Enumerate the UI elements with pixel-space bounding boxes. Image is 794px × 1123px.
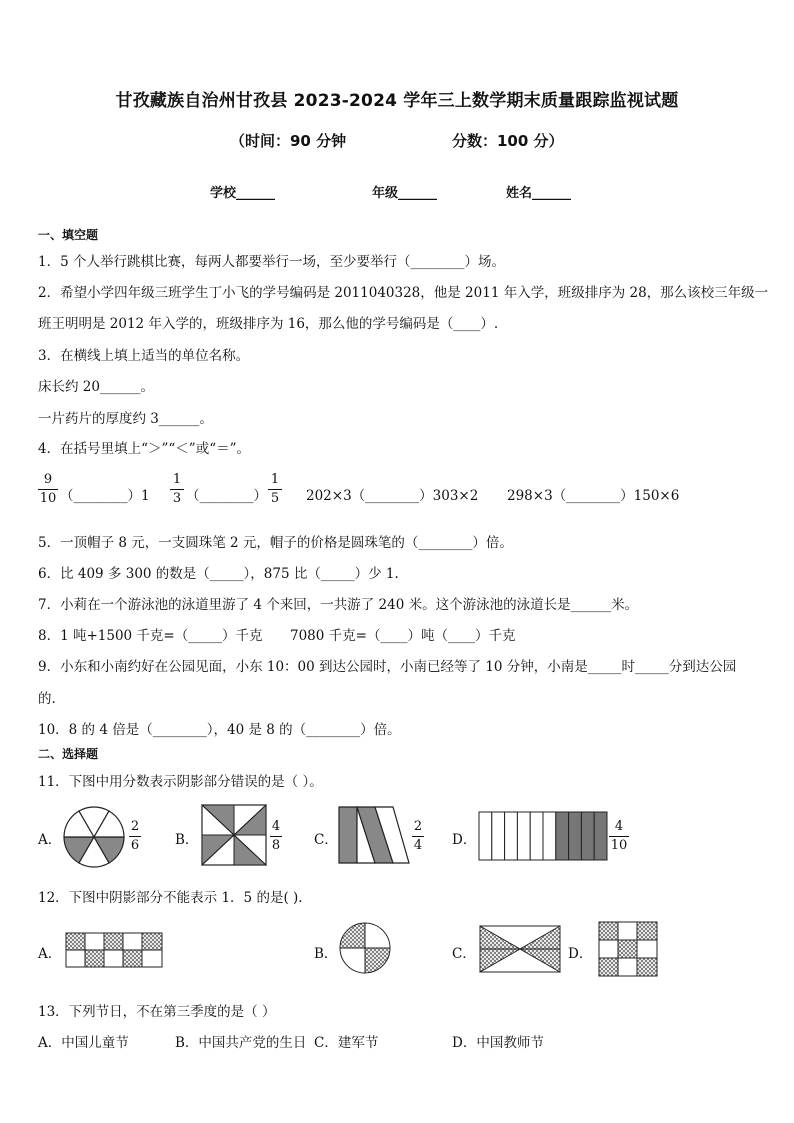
fraction-1-5: 1 5 — [268, 472, 282, 507]
q12-bowtie-figure-c — [479, 925, 561, 973]
grade-field[interactable]: 年级______ — [372, 186, 438, 201]
question-2-line2: 班王明明是 2012 年入学的，班级排序为 16，那么他的学号编码是（____）. — [38, 316, 499, 332]
q13-option-b[interactable]: B．中国共产党的生日 — [175, 1035, 307, 1051]
q11-fraction-c: 2 4 — [413, 819, 423, 853]
compare-blank-3[interactable]: 202×3（________）303×2 — [306, 488, 479, 504]
q13-option-d[interactable]: D．中国教师节 — [452, 1035, 544, 1051]
q11-parallelogram-figure — [338, 806, 410, 864]
q11-square-figure — [201, 804, 267, 866]
section-fill-blank-title: 一、填空题 — [38, 228, 99, 242]
q12-option-a-label[interactable]: A． — [38, 946, 62, 962]
q11-fraction-d: 4 10 — [610, 819, 628, 853]
q12-grid-figure-a — [65, 932, 163, 968]
q11-bar-figure — [478, 811, 608, 861]
q11-option-a-label[interactable]: A． — [38, 832, 62, 848]
q11-option-b-label[interactable]: B． — [175, 832, 199, 848]
question-4: 4．在括号里填上“＞”“＜”或“＝”。 — [38, 441, 250, 457]
compare-blank-1[interactable]: （________）1 — [60, 488, 150, 504]
q13-option-a[interactable]: A．中国儿童节 — [38, 1035, 129, 1051]
school-field[interactable]: 学校______ — [210, 186, 276, 201]
question-9-line2: 的. — [38, 691, 56, 707]
exam-title: 甘孜藏族自治州甘孜县 2023-2024 学年三上数学期末质量跟踪监视试题 — [115, 91, 679, 111]
name-field[interactable]: 姓名______ — [506, 186, 572, 201]
question-8a: 8．1 吨+1500 千克=（_____）千克 — [38, 628, 263, 644]
question-3a: 床长约 20______。 — [38, 379, 154, 395]
question-8b: 7080 千克=（____）吨（____）千克 — [290, 628, 516, 644]
compare-blank-2[interactable]: （________） — [186, 488, 267, 504]
question-1: 1．5 个人举行跳棋比赛，每两人都要举行一场，至少要举行（________）场。 — [38, 254, 505, 270]
question-12: 12．下图中阴影部分不能表示 1．5 的是( ). — [38, 890, 303, 906]
q11-circle-figure — [63, 806, 125, 868]
section-choice-title: 二、选择题 — [38, 747, 99, 761]
q11-option-d-label[interactable]: D． — [452, 832, 477, 848]
question-11: 11．下图中用分数表示阴影部分错误的是（ ）。 — [38, 774, 323, 790]
q12-option-d-label[interactable]: D． — [568, 946, 593, 962]
question-10: 10．8 的 4 倍是（________），40 是 8 的（________）倍。 — [38, 722, 401, 738]
q11-option-c-label[interactable]: C． — [314, 832, 338, 848]
fraction-1-3: 1 3 — [170, 472, 184, 507]
q12-option-c-label[interactable]: C． — [452, 946, 476, 962]
q12-option-b-label[interactable]: B． — [314, 946, 338, 962]
question-5: 5．一顶帽子 8 元，一支圆珠笔 2 元，帽子的价格是圆珠笔的（________）倍。 — [38, 535, 513, 551]
exam-score: 分数：100 分） — [452, 132, 564, 150]
question-9-line1: 9．小东和小南约好在公园见面，小东 10：00 到达公园时，小南已经等了 10 分钟，小南是_____时_____分到达公园 — [38, 659, 737, 675]
question-13: 13．下列节日，不在第三季度的是（ ） — [38, 1004, 276, 1020]
fraction-9-10: 9 10 — [39, 472, 57, 506]
q11-fraction-a: 2 6 — [130, 819, 140, 853]
question-2-line1: 2．希望小学四年级三班学生丁小飞的学号编码是 2011040328，他是 2011 年入学，班级排序为 28，那么该校三年级一 — [38, 285, 769, 301]
question-6: 6．比 409 多 300 的数是（_____），875 比（_____）少 1. — [38, 566, 399, 582]
q11-fraction-b: 4 8 — [271, 819, 281, 853]
q12-grid-figure-d — [598, 921, 658, 977]
question-3: 3．在横线上填上适当的单位名称。 — [38, 348, 250, 364]
question-7: 7．小莉在一个游泳池的泳道里游了 4 个来回，一共游了 240 米。这个游泳池的泳道长是______米。 — [38, 597, 639, 613]
q12-circle-figure-b — [339, 922, 391, 974]
q13-option-c[interactable]: C．建军节 — [314, 1035, 379, 1051]
question-3b: 一片药片的厚度约 3______。 — [38, 411, 213, 427]
exam-time: （时间：90 分钟 — [230, 132, 347, 150]
compare-blank-4[interactable]: 298×3（________）150×6 — [507, 488, 680, 504]
